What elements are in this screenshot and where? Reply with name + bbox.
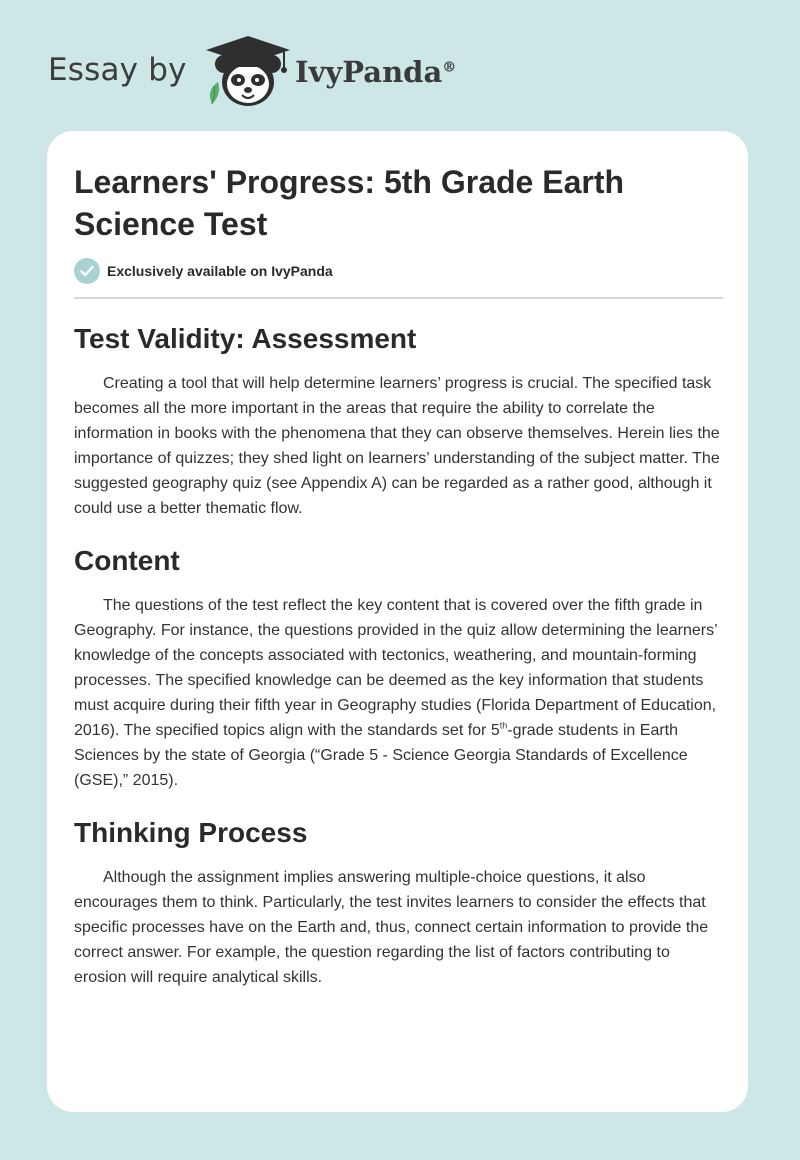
section-heading-thinking-process: Thinking Process bbox=[74, 817, 308, 848]
brand-name-text: IvyPanda bbox=[295, 55, 443, 89]
section-body-content bbox=[74, 593, 722, 793]
essay-card bbox=[47, 131, 748, 1112]
content-text-part-2: -grade students in Earth Sciences by the state of Georgia (“Grade 5 - Science Georgia Standards of Excellence (GSE),” 2015). bbox=[74, 722, 688, 789]
panda-logo-icon bbox=[202, 34, 294, 110]
section-body-thinking-process: Although the assignment implies answering multiple-choice questions, it also encourages them to think. Particularly, the test invites learners to consider the effects that specific processes have on the Earth and, thus, connect certain information to provide the correct answer. For example, the question regarding the list of factors contributing to erosion will require analytical skills. bbox=[74, 869, 709, 986]
registered-mark: ® bbox=[442, 59, 457, 76]
exclusive-badge bbox=[74, 257, 722, 285]
essay-content bbox=[74, 161, 722, 990]
section-body-test-validity: Creating a tool that will help determine learners’ progress is crucial. The specified task becomes all the more important in the areas that require the ability to correlate the information in books with the phenomena that they can observe themselves. Herein lies the importance of quizzes; they shed light on learners’ understanding of the subject matter. The suggested geography quiz (see Appendix A) can be regarded as a rather good, although it could use a better thematic flow. bbox=[74, 375, 720, 517]
brand-header bbox=[48, 30, 508, 110]
brand-prefix: Essay by bbox=[48, 52, 187, 88]
section-heading-test-validity: Test Validity: Assessment bbox=[74, 323, 417, 354]
check-icon bbox=[74, 258, 100, 284]
title-divider bbox=[74, 297, 723, 299]
content-text-part-1: The questions of the test reflect the key content that is covered over the fifth grade in Geography. For instance, the questions provided in the quiz allow determining the learners’ knowledge of the concepts associated with tectonics, weathering, and mountain-forming processes. The specified knowledge can be deemed as the key information that students must acquire during their fifth year in Geography studies (Florida Department of Education, 2016). The specified topics align with the standards set for 5 bbox=[74, 597, 718, 739]
section-heading-content: Content bbox=[74, 545, 180, 576]
ordinal-superscript: th bbox=[499, 720, 508, 731]
badge-label: Exclusively available on IvyPanda bbox=[107, 263, 333, 279]
brand-name bbox=[295, 55, 456, 89]
essay-title: Learners' Progress: 5th Grade Earth Science Test bbox=[74, 164, 625, 242]
